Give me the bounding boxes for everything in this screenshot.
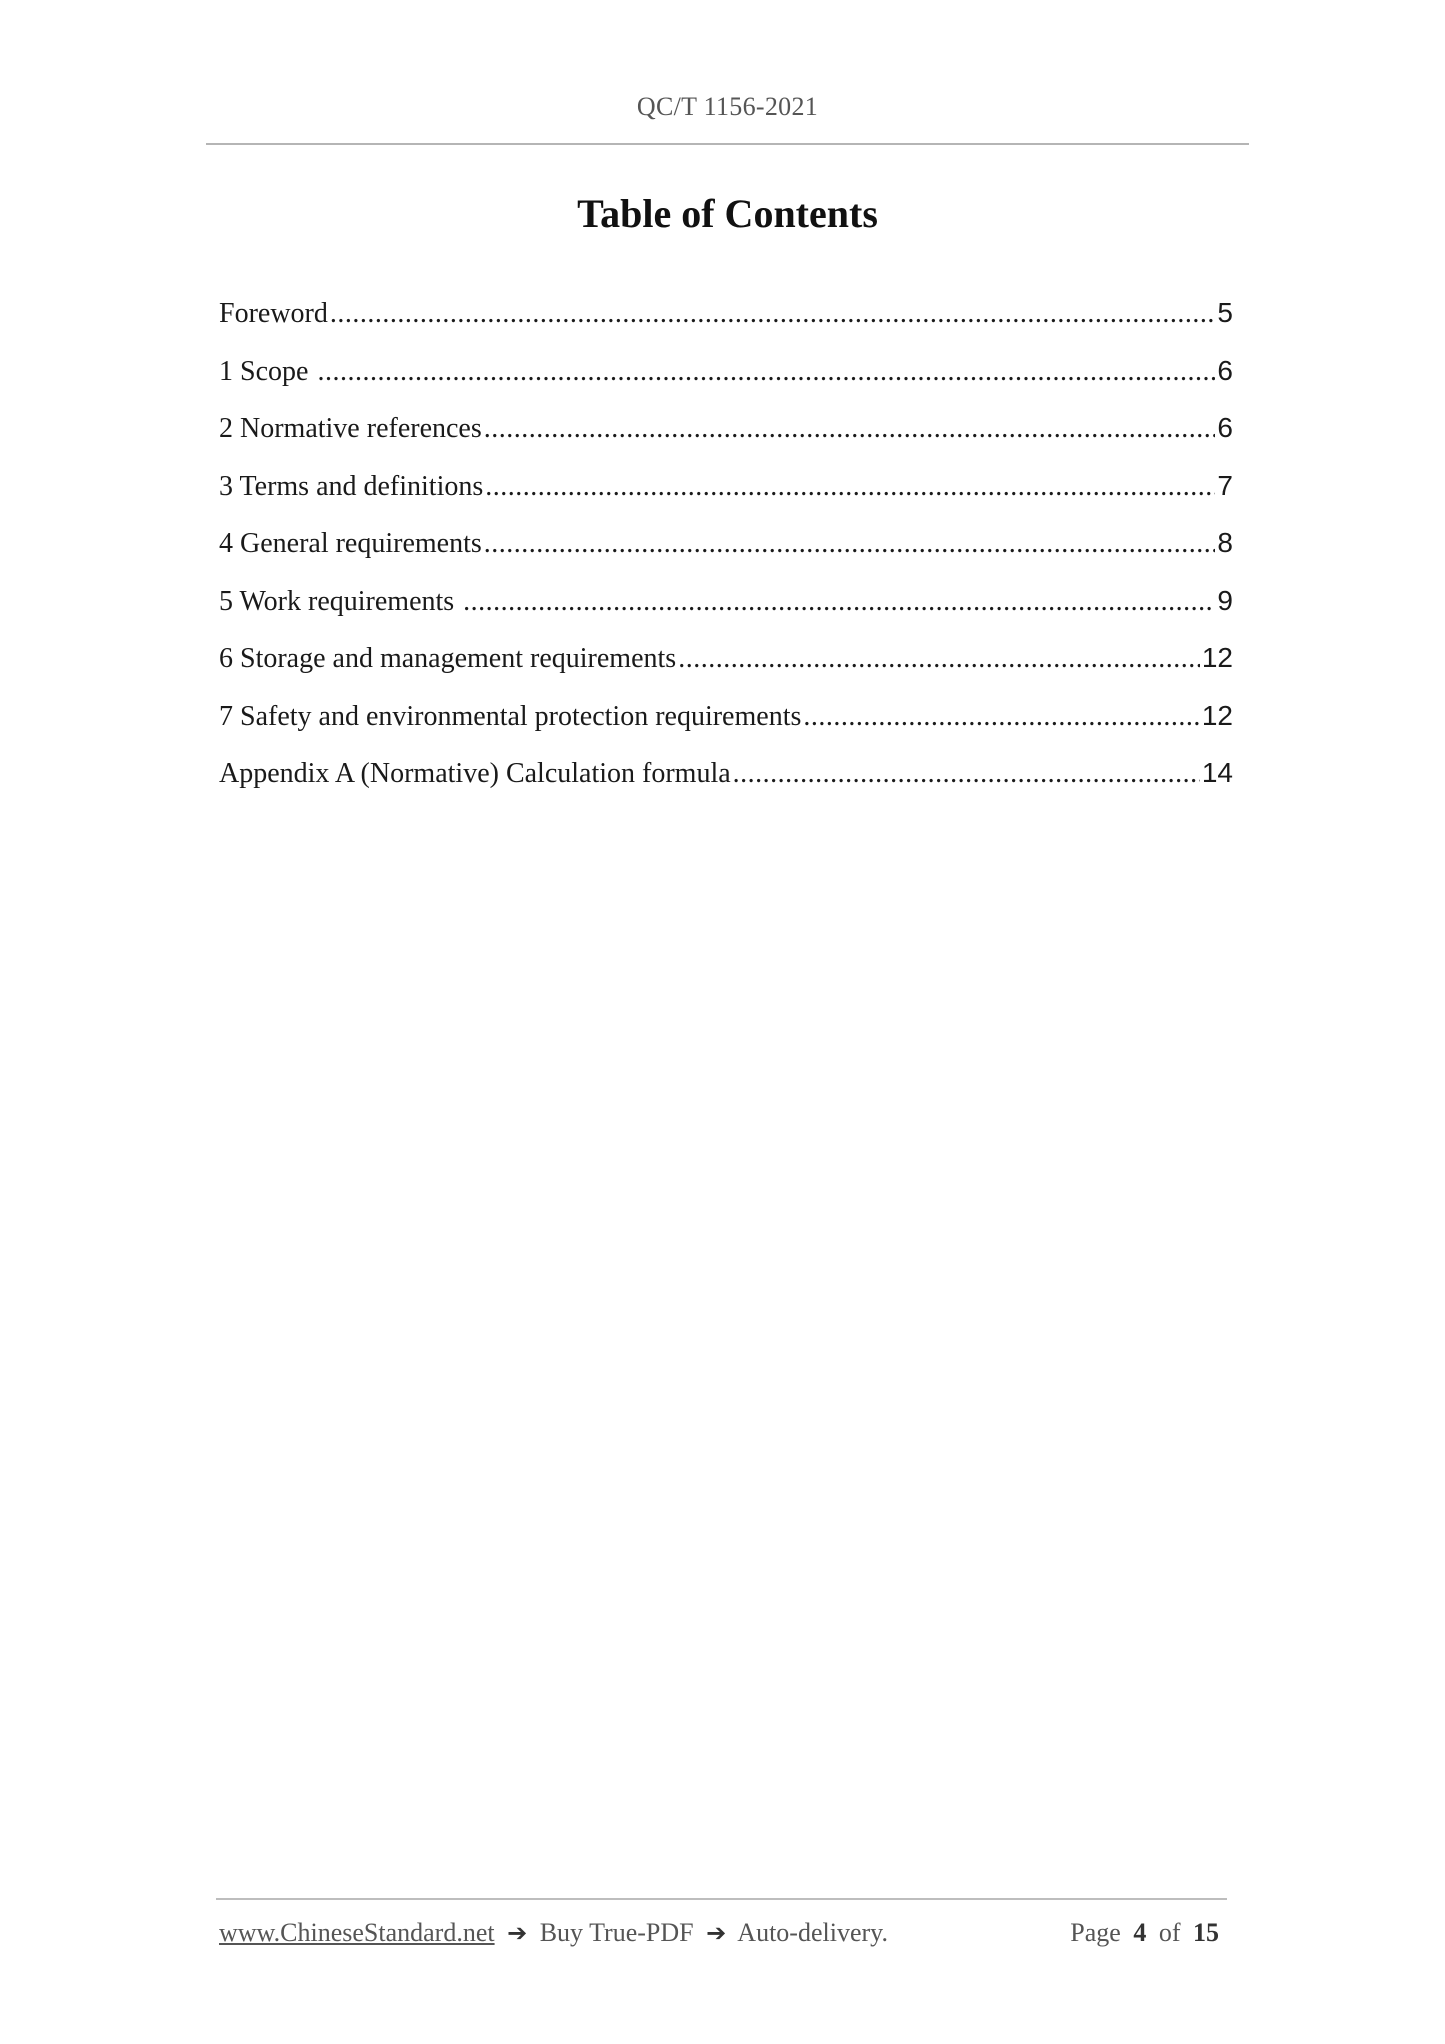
toc-entry-page: 7 [1217,469,1233,501]
total-page-count: 15 [1193,1918,1219,1947]
table-of-contents [219,297,1233,815]
toc-entry-page: 12 [1201,642,1233,673]
toc-entry-label: 4 General requirements [219,528,482,559]
toc-entry-label: 2 Normative references [219,413,482,444]
toc-entry-label: 7 Safety and environmental protection requirements [219,700,802,732]
buy-true-pdf-text: Buy True-PDF [539,1918,694,1947]
toc-entry-label: 6 Storage and management requirements [219,643,677,674]
page-word: Page [1070,1918,1121,1947]
toc-entry-page: 9 [1217,584,1233,616]
right-arrow-icon: ➔ [706,1919,727,1947]
toc-entry-label: Foreword [219,298,328,329]
toc-dot-leader [330,298,1216,330]
toc-entry-page: 5 [1217,297,1233,328]
toc-entry-page: 14 [1201,757,1233,788]
toc-dot-leader [484,413,1216,445]
toc-dot-leader [733,758,1200,790]
toc-dot-leader [678,643,1200,675]
auto-delivery-text: Auto-delivery. [737,1918,888,1947]
toc-entry-normative-references[interactable] [219,412,1233,470]
toc-entry-label: 1 Scope [219,355,316,387]
toc-entry-appendix-a[interactable] [219,757,1233,815]
header-divider [206,143,1249,145]
toc-dot-leader [484,528,1216,560]
page-number [1070,1918,1225,1948]
toc-entry-label: Appendix A (Normative) Calculation formula [219,758,731,789]
toc-entry-label: 3 Terms and definitions [219,470,484,502]
toc-entry-general-requirements[interactable] [219,527,1233,585]
toc-entry-page: 6 [1217,412,1233,443]
page-footer [219,1918,1225,1958]
footer-promo [219,1918,888,1948]
toc-dot-leader [485,471,1215,503]
toc-dot-leader [803,701,1199,733]
toc-dot-leader [317,356,1215,388]
toc-entry-label: 5 Work requirements [219,585,462,617]
right-arrow-icon: ➔ [507,1919,528,1947]
toc-entry-work-requirements[interactable] [219,585,1233,643]
page-title: Table of Contents [577,191,878,236]
running-header: QC/T 1156-2021 [636,92,819,121]
toc-entry-page: 8 [1217,527,1233,558]
toc-entry-safety-and-environmental[interactable] [219,700,1233,758]
footer-divider [216,1898,1227,1900]
toc-entry-page: 6 [1217,354,1233,386]
toc-dot-leader [463,586,1215,618]
toc-entry-page: 12 [1201,699,1233,731]
toc-entry-storage-and-management[interactable] [219,642,1233,700]
of-word: of [1158,1918,1181,1947]
toc-entry-foreword[interactable] [219,297,1233,355]
website-link[interactable]: www.ChineseStandard.net [219,1918,495,1947]
toc-entry-scope[interactable] [219,355,1233,413]
current-page-number: 4 [1133,1918,1147,1947]
toc-entry-terms-and-definitions[interactable] [219,470,1233,528]
